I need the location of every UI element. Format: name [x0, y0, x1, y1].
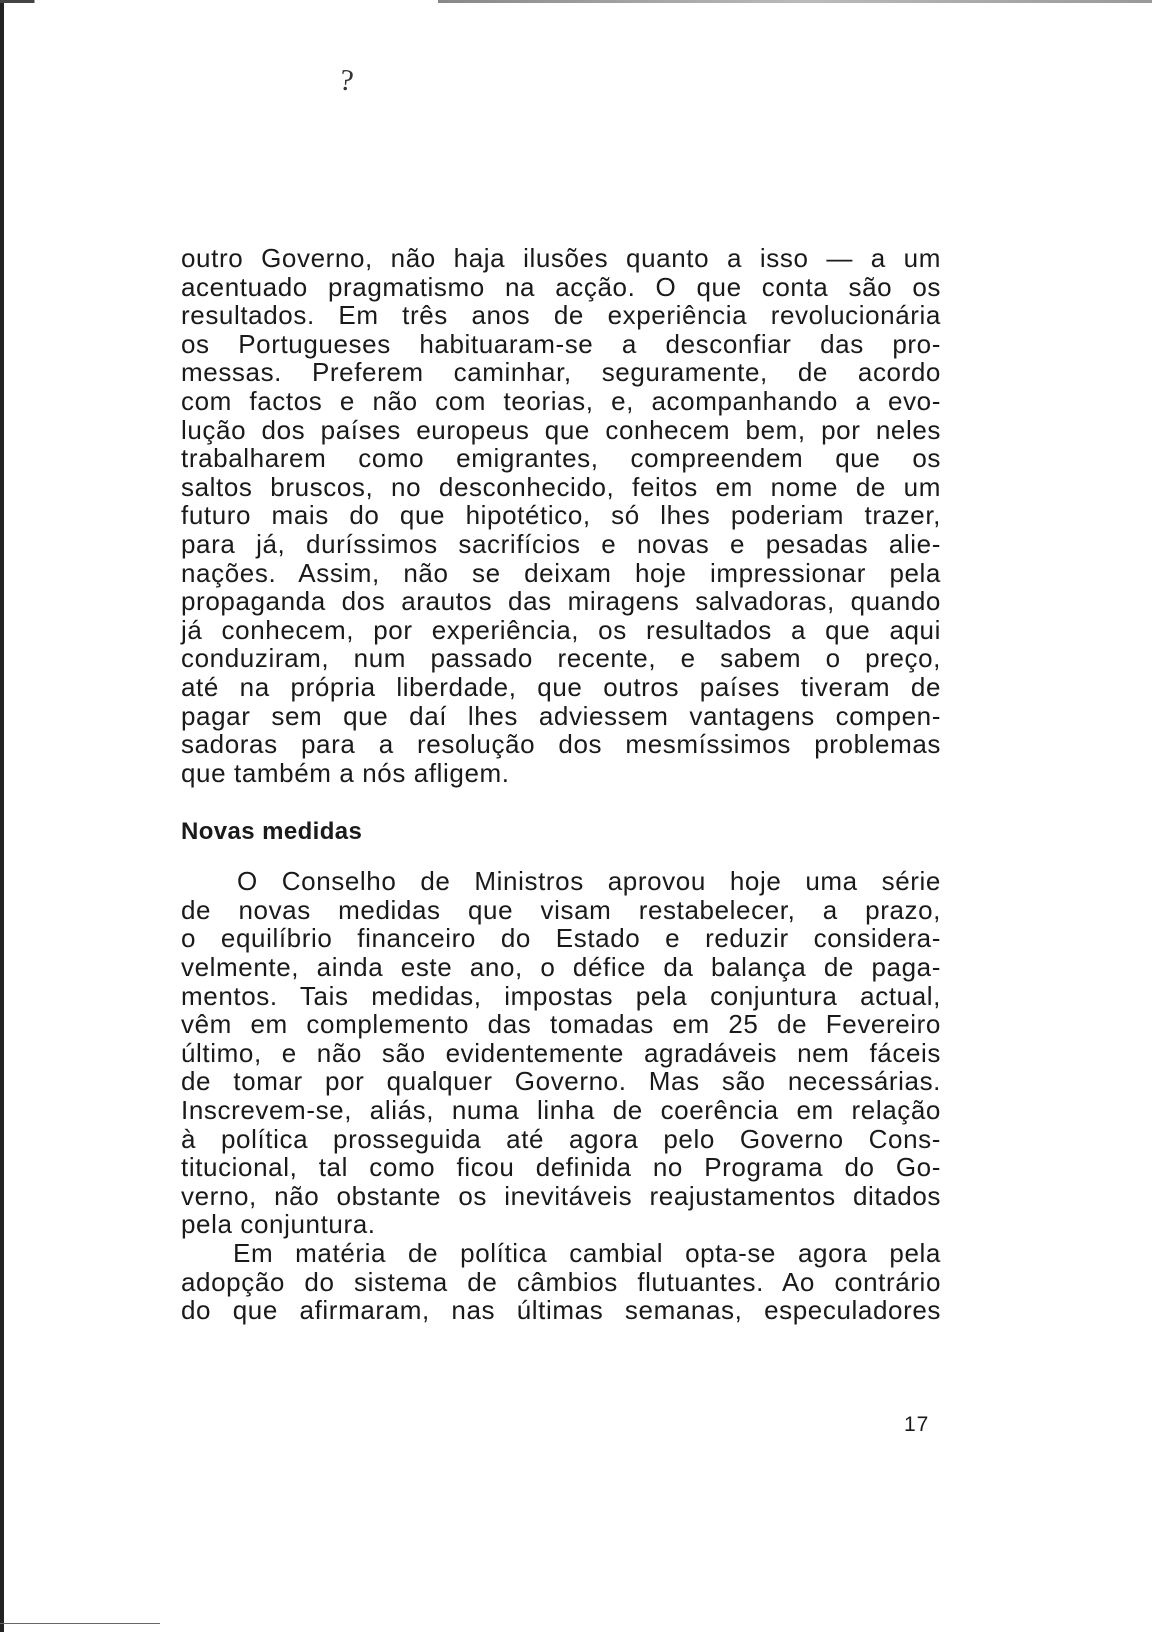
text-line: propaganda dos arautos das miragens salvadoras, quando — [181, 586, 941, 617]
text-line: Em matéria de política cambial opta-se agora pela — [233, 1238, 941, 1268]
text-line: o equilíbrio financeiro do Estado e reduzir considera- — [181, 923, 941, 954]
text-line: O Conselho de Ministros aprovou hoje uma série — [237, 866, 941, 897]
text-line: verno, não obstante os inevitáveis reajustamentos ditados — [181, 1180, 941, 1211]
text-line: acentuado pragmatismo na acção. O que conta são os — [181, 271, 941, 302]
text-line: de tomar por qualquer Governo. Mas são necessárias. — [181, 1066, 941, 1097]
text-line: velmente, ainda este ano, o défice da balança de paga- — [181, 952, 941, 983]
text-line: do que afirmaram, nas últimas semanas, especuladores — [181, 1295, 941, 1326]
text-line: de novas medidas que visam restabelecer, a prazo, — [181, 894, 941, 925]
text-line: mentos. Tais medidas, impostas pela conjuntura actual, — [181, 980, 941, 1011]
scan-border-top — [0, 0, 1152, 3]
text-line: saltos bruscos, no desconhecido, feitos em nome de um — [181, 471, 941, 502]
page-number: 17 — [904, 1413, 930, 1436]
text-line: os Portugueses habituaram-se a desconfiar das pro- — [181, 328, 941, 359]
text-line: lução dos países europeus que conhecem bem, por neles — [181, 414, 941, 445]
paragraph-3 — [181, 1239, 941, 1325]
text-line: que também a nós afligem. — [181, 757, 510, 788]
text-line: à política prosseguida até agora pelo Governo Cons- — [181, 1123, 941, 1154]
text-line: trabalharem como emigrantes, compreendem que os — [181, 443, 941, 474]
text-line: outro Governo, não haja ilusões quanto a isso — a um — [181, 243, 941, 273]
text-line: messas. Preferem caminhar, seguramente, de acordo — [181, 357, 941, 388]
section-heading: Novas medidas — [181, 818, 363, 846]
text-line: conduziram, num passado recente, e sabem o preço, — [181, 643, 941, 674]
text-line: futuro mais do que hipotético, só lhes poderiam trazer, — [181, 500, 941, 531]
text-line: sadoras para a resolução dos mesmíssimos problemas — [181, 729, 941, 760]
text-line: resultados. Em três anos de experiência revolucionária — [181, 300, 941, 331]
paragraph-2 — [181, 867, 941, 1239]
page-body — [181, 244, 941, 1325]
paragraph-1 — [181, 244, 941, 787]
stray-pen-mark: ? — [338, 63, 356, 98]
text-line: vêm em complemento das tomadas em 25 de Fevereiro — [181, 1009, 941, 1040]
text-line: com factos e não com teorias, e, acompanhando a evo- — [181, 385, 941, 416]
text-line: pela conjuntura. — [181, 1209, 376, 1240]
scan-border-bottom — [0, 1623, 160, 1624]
text-line: Inscrevem-se, aliás, numa linha de coerência em relação — [181, 1095, 941, 1126]
text-line: titucional, tal como ficou definida no Programa do Go- — [181, 1152, 941, 1183]
scan-border-left — [0, 0, 4, 1632]
text-line: nações. Assim, não se deixam hoje impressionar pela — [181, 557, 941, 588]
text-line: até na própria liberdade, que outros países tiveram de — [181, 671, 941, 702]
text-line: para já, duríssimos sacrifícios e novas e pesadas alie- — [181, 528, 941, 559]
text-line: pagar sem que daí lhes adviessem vantagens compen- — [181, 700, 941, 731]
text-line: último, e não são evidentemente agradáveis nem fáceis — [181, 1037, 941, 1068]
text-line: adopção do sistema de câmbios flutuantes. Ao contrário — [181, 1266, 941, 1297]
text-line: já conhecem, por experiência, os resultados a que aqui — [181, 614, 941, 645]
